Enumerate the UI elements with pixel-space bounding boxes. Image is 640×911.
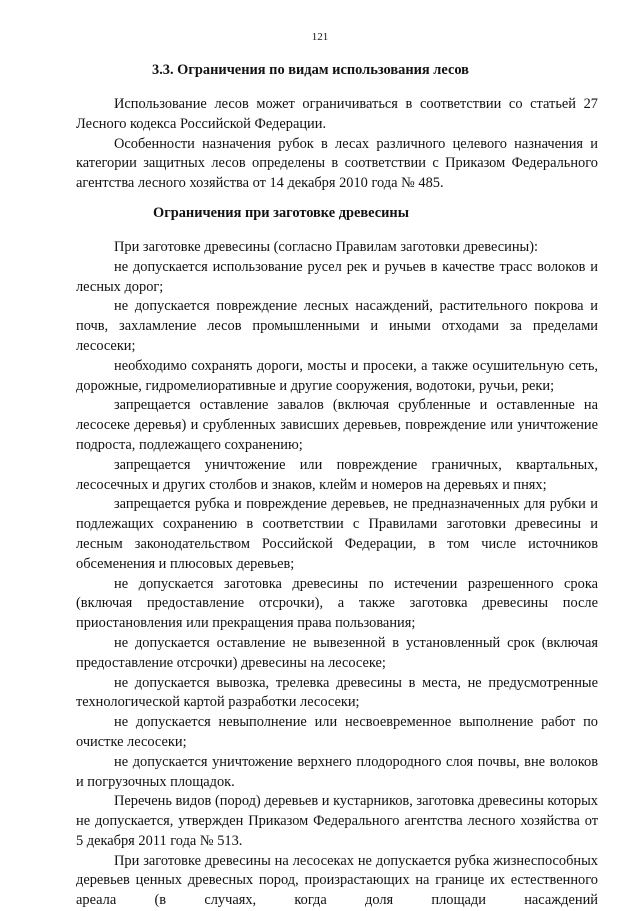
list-item: не допускается использование русел рек и ручьев в качестве трасс волоков и лесных дорог;: [76, 258, 598, 295]
list-item: не допускается вывозка, трелевка древесины в места, не предусмотренные технологической картой разработки лесосеки;: [76, 674, 598, 711]
list-item: запрещается уничтожение или повреждение граничных, квартальных, лесосечных и других столбов и знаков, клейм и номеров на деревьях и пнях;: [76, 456, 598, 493]
list-item: не допускается заготовка древесины по истечении разрешенного срока (включая предоставление отсрочки), а также заготовка древесины после приостановления или прекращения права пользования;: [76, 575, 598, 632]
list-item: необходимо сохранять дороги, мосты и просеки, а также осушительную сеть, дорожные, гидромелиоративные и другие сооружения, водотоки, ручьи, реки;: [76, 357, 598, 394]
list-item: не допускается оставление не вывезенной в установленный срок (включая предоставление отсрочки) древесины на лесосеке;: [76, 634, 598, 671]
section-title: 3.3. Ограничения по видам использования лесов: [152, 62, 469, 78]
document-body: [76, 60, 598, 911]
paragraph: При заготовке древесины на лесосеках не допускается рубка жизнеспособных деревьев ценных древесных пород, произрастающих на границе их естественного ареала (в случаях, когда доля площади насаждений: [76, 852, 598, 909]
subsection-title: Ограничения при заготовке древесины: [153, 204, 409, 221]
list-item: запрещается рубка и повреждение деревьев, не предназначенных для рубки и подлежащих сохранению в соответствии с Правилами заготовки древесины и лесным законодательством Российской Федерации, в том числе источников обсеменения и плюсовых деревьев;: [76, 496, 598, 572]
intro-paragraph: Особенности назначения рубок в лесах различного целевого назначения и категории защитных лесов определены в соответствии с Приказом Федерального агентства лесного хозяйства от 14 декабря 2010 года № 485.: [76, 135, 598, 192]
list-item: запрещается оставление завалов (включая срубленные и оставленные на лесосеке деревья) и срубленных зависших деревьев, повреждение или уничтожение подроста, подлежащего сохранению;: [76, 397, 598, 453]
paragraph: При заготовке древесины (согласно Правилам заготовки древесины):: [114, 238, 538, 255]
list-item: не допускается повреждение лесных насаждений, растительного покрова и почв, захламление лесов промышленными и иными отходами за пределами лесосеки;: [76, 298, 598, 354]
paragraph: Перечень видов (пород) деревьев и кустарников, заготовка древесины которых не допускается, утвержден Приказом Федерального агентства лесного хозяйства от 5 декабря 2011 года № 513.: [76, 793, 598, 849]
page-number: 121: [311, 31, 329, 43]
list-item: не допускается невыполнение или несвоевременное выполнение работ по очистке лесосеки;: [76, 714, 598, 750]
list-item: не допускается уничтожение верхнего плодородного слоя почвы, вне волоков и погрузочных площадок.: [76, 753, 598, 790]
intro-paragraph: Использование лесов может ограничиваться в соответствии со статьей 27 Лесного кодекса Российской Федерации.: [76, 96, 598, 132]
